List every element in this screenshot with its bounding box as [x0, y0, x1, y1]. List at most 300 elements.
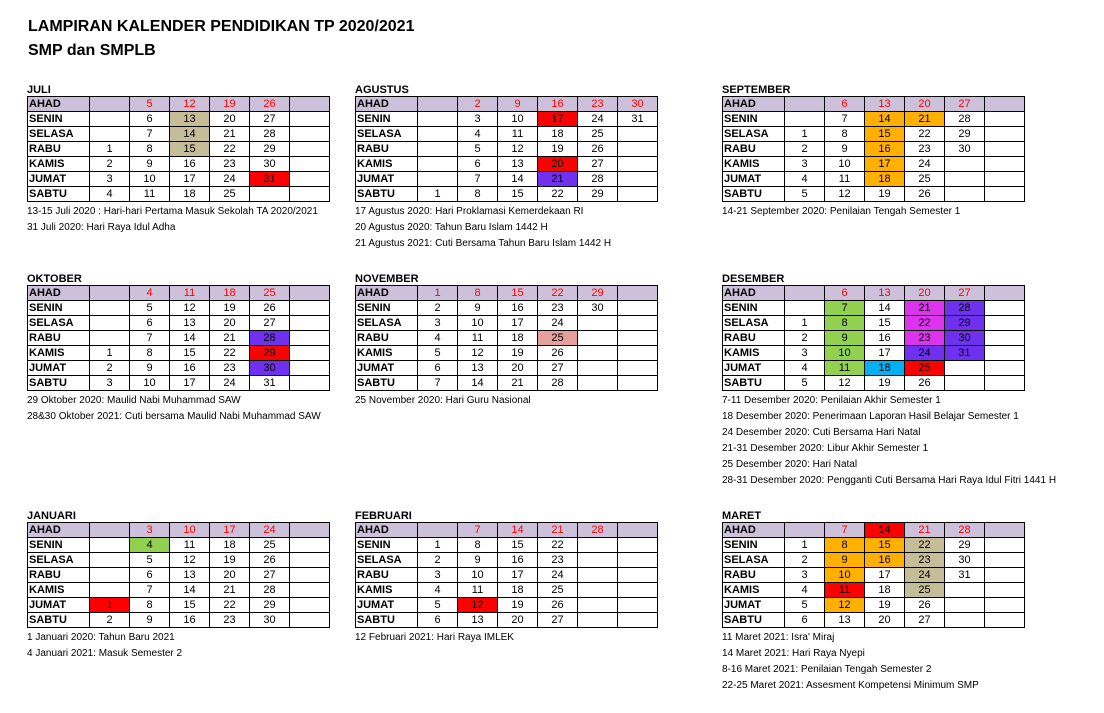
- date-cell: 21: [538, 172, 578, 187]
- date-cell: 24: [538, 316, 578, 331]
- date-cell: 24: [578, 112, 618, 127]
- month-agustus: [355, 84, 685, 252]
- date-cell: 7: [418, 376, 458, 391]
- calendar-row: [723, 553, 1025, 568]
- date-cell: 26: [538, 598, 578, 613]
- date-cell: 18: [210, 286, 250, 301]
- date-cell: 27: [945, 97, 985, 112]
- weekday-label: AHAD: [723, 97, 785, 112]
- date-cell: 4: [785, 361, 825, 376]
- note-line: 18 Desember 2020: Penerimaan Laporan Hasil Belajar Semester 1: [722, 411, 1019, 422]
- date-cell: 19: [498, 598, 538, 613]
- calendar-row: [28, 97, 330, 112]
- date-cell: 7: [130, 331, 170, 346]
- date-cell: 8: [825, 127, 865, 142]
- date-cell: 24: [905, 157, 945, 172]
- date-cell: 1: [785, 538, 825, 553]
- date-cell: 5: [785, 598, 825, 613]
- date-cell: [290, 583, 330, 598]
- month-name: MARET: [722, 510, 762, 522]
- month-november: [355, 273, 685, 409]
- calendar-row: [28, 187, 330, 202]
- date-cell: 15: [498, 187, 538, 202]
- date-cell: 10: [825, 157, 865, 172]
- weekday-label: KAMIS: [723, 583, 785, 598]
- date-cell: 5: [130, 553, 170, 568]
- note-line: 14-21 September 2020: Penilaian Tengah Semester 1: [722, 206, 961, 217]
- weekday-label: KAMIS: [356, 157, 418, 172]
- date-cell: 10: [498, 112, 538, 127]
- date-cell: 25: [210, 187, 250, 202]
- date-cell: 20: [905, 286, 945, 301]
- date-cell: 19: [210, 553, 250, 568]
- date-cell: [985, 301, 1025, 316]
- date-cell: 22: [538, 286, 578, 301]
- date-cell: [290, 286, 330, 301]
- date-cell: 22: [210, 598, 250, 613]
- date-cell: 29: [250, 598, 290, 613]
- date-cell: [618, 568, 658, 583]
- weekday-label: SELASA: [28, 553, 90, 568]
- date-cell: 18: [498, 331, 538, 346]
- weekday-label: SABTU: [28, 613, 90, 628]
- date-cell: 21: [210, 331, 250, 346]
- weekday-label: RABU: [28, 142, 90, 157]
- date-cell: 26: [905, 598, 945, 613]
- date-cell: 16: [865, 553, 905, 568]
- month-notes: [27, 393, 357, 425]
- calendar-row: [723, 316, 1025, 331]
- date-cell: 1: [90, 346, 130, 361]
- date-cell: [578, 538, 618, 553]
- weekday-label: SELASA: [356, 553, 418, 568]
- calendar-row: [28, 286, 330, 301]
- date-cell: 17: [865, 568, 905, 583]
- date-cell: [290, 361, 330, 376]
- calendar-row: [723, 376, 1025, 391]
- weekday-label: RABU: [356, 568, 418, 583]
- weekday-label: KAMIS: [28, 346, 90, 361]
- date-cell: 29: [945, 538, 985, 553]
- date-cell: 8: [825, 316, 865, 331]
- date-cell: 20: [905, 97, 945, 112]
- date-cell: 22: [538, 538, 578, 553]
- date-cell: 15: [170, 142, 210, 157]
- calendar-table: [355, 96, 658, 202]
- date-cell: 15: [865, 127, 905, 142]
- date-cell: 6: [130, 568, 170, 583]
- calendar-row: [356, 553, 658, 568]
- calendar-row: [28, 301, 330, 316]
- calendar-row: [28, 613, 330, 628]
- date-cell: 10: [170, 523, 210, 538]
- date-cell: [985, 172, 1025, 187]
- weekday-label: JUMAT: [28, 361, 90, 376]
- date-cell: 17: [170, 172, 210, 187]
- calendar-row: [356, 286, 658, 301]
- date-cell: [90, 568, 130, 583]
- date-cell: 19: [865, 376, 905, 391]
- date-cell: 14: [498, 172, 538, 187]
- date-cell: [618, 142, 658, 157]
- date-cell: 12: [170, 553, 210, 568]
- weekday-label: KAMIS: [28, 157, 90, 172]
- calendar-row: [723, 568, 1025, 583]
- date-cell: 25: [905, 361, 945, 376]
- date-cell: 14: [170, 583, 210, 598]
- note-line: 20 Agustus 2020: Tahun Baru Islam 1442 H: [355, 222, 548, 233]
- date-cell: [985, 376, 1025, 391]
- date-cell: 11: [498, 127, 538, 142]
- date-cell: 16: [170, 361, 210, 376]
- note-line: 4 Januari 2021: Masuk Semester 2: [27, 648, 183, 659]
- date-cell: 21: [210, 583, 250, 598]
- date-cell: 10: [130, 376, 170, 391]
- date-cell: 12: [825, 187, 865, 202]
- date-cell: [290, 172, 330, 187]
- date-cell: 21: [905, 112, 945, 127]
- date-cell: 1: [418, 187, 458, 202]
- calendar-table: [355, 522, 658, 628]
- date-cell: 2: [458, 97, 498, 112]
- date-cell: 29: [578, 187, 618, 202]
- date-cell: 16: [865, 331, 905, 346]
- month-juli: [27, 84, 357, 236]
- date-cell: 30: [578, 301, 618, 316]
- date-cell: 1: [90, 142, 130, 157]
- date-cell: 30: [250, 613, 290, 628]
- date-cell: 4: [130, 286, 170, 301]
- date-cell: 7: [130, 583, 170, 598]
- date-cell: [785, 301, 825, 316]
- calendar-row: [723, 142, 1025, 157]
- weekday-label: AHAD: [723, 286, 785, 301]
- calendar-row: [28, 142, 330, 157]
- date-cell: [945, 598, 985, 613]
- weekday-label: KAMIS: [28, 583, 90, 598]
- date-cell: 28: [250, 583, 290, 598]
- date-cell: 14: [458, 376, 498, 391]
- date-cell: [578, 598, 618, 613]
- date-cell: [618, 376, 658, 391]
- date-cell: 24: [210, 172, 250, 187]
- note-line: 31 Juli 2020: Hari Raya Idul Adha: [27, 222, 176, 233]
- weekday-label: SELASA: [28, 316, 90, 331]
- date-cell: [578, 568, 618, 583]
- date-cell: [618, 523, 658, 538]
- date-cell: 28: [250, 331, 290, 346]
- date-cell: [578, 376, 618, 391]
- note-line: 7-11 Desember 2020: Penilaian Akhir Semester 1: [722, 395, 941, 406]
- weekday-label: SENIN: [723, 112, 785, 127]
- weekday-label: SELASA: [723, 553, 785, 568]
- date-cell: 2: [90, 361, 130, 376]
- date-cell: [945, 583, 985, 598]
- date-cell: [418, 142, 458, 157]
- date-cell: 23: [905, 553, 945, 568]
- date-cell: 6: [785, 613, 825, 628]
- date-cell: 16: [170, 157, 210, 172]
- month-januari: [27, 510, 357, 662]
- date-cell: 14: [170, 331, 210, 346]
- date-cell: 25: [250, 286, 290, 301]
- calendar-row: [356, 127, 658, 142]
- date-cell: 13: [825, 613, 865, 628]
- date-cell: 23: [905, 142, 945, 157]
- date-cell: 16: [170, 613, 210, 628]
- date-cell: 28: [578, 523, 618, 538]
- date-cell: 17: [498, 568, 538, 583]
- date-cell: 30: [618, 97, 658, 112]
- date-cell: [578, 553, 618, 568]
- date-cell: [290, 301, 330, 316]
- date-cell: 24: [538, 568, 578, 583]
- note-line: 13-15 Juli 2020 : Hari-hari Pertama Masuk Sekolah TA 2020/2021: [27, 206, 318, 217]
- note-line: 24 Desember 2020: Cuti Bersama Hari Natal: [722, 427, 921, 438]
- note-line: 29 Oktober 2020: Maulid Nabi Muhammad SAW: [27, 395, 241, 406]
- date-cell: 8: [458, 187, 498, 202]
- date-cell: 22: [210, 346, 250, 361]
- date-cell: 20: [498, 613, 538, 628]
- date-cell: 6: [418, 361, 458, 376]
- calendar-row: [28, 127, 330, 142]
- month-notes: [722, 393, 1057, 489]
- date-cell: [290, 346, 330, 361]
- weekday-label: AHAD: [723, 523, 785, 538]
- date-cell: 23: [210, 613, 250, 628]
- date-cell: [290, 553, 330, 568]
- date-cell: [618, 538, 658, 553]
- date-cell: 19: [498, 346, 538, 361]
- date-cell: 10: [458, 316, 498, 331]
- date-cell: 7: [458, 172, 498, 187]
- weekday-label: JUMAT: [723, 361, 785, 376]
- weekday-label: KAMIS: [723, 346, 785, 361]
- date-cell: 12: [170, 301, 210, 316]
- weekday-label: AHAD: [356, 97, 418, 112]
- calendar-row: [356, 613, 658, 628]
- date-cell: 23: [210, 157, 250, 172]
- date-cell: 25: [538, 583, 578, 598]
- note-line: 25 Desember 2020: Hari Natal: [722, 459, 858, 470]
- weekday-label: SENIN: [356, 301, 418, 316]
- date-cell: 5: [785, 187, 825, 202]
- date-cell: [90, 538, 130, 553]
- calendar-row: [28, 553, 330, 568]
- date-cell: 24: [210, 376, 250, 391]
- date-cell: 11: [458, 331, 498, 346]
- date-cell: [945, 187, 985, 202]
- date-cell: [90, 553, 130, 568]
- date-cell: [618, 553, 658, 568]
- calendar-row: [723, 97, 1025, 112]
- date-cell: 2: [418, 301, 458, 316]
- month-notes: [722, 630, 1052, 694]
- date-cell: 3: [458, 112, 498, 127]
- date-cell: 6: [130, 316, 170, 331]
- date-cell: [250, 187, 290, 202]
- date-cell: 5: [785, 376, 825, 391]
- date-cell: 28: [945, 301, 985, 316]
- date-cell: 21: [905, 301, 945, 316]
- date-cell: 11: [170, 538, 210, 553]
- date-cell: [985, 553, 1025, 568]
- date-cell: [985, 316, 1025, 331]
- date-cell: 18: [865, 583, 905, 598]
- date-cell: [90, 97, 130, 112]
- date-cell: 9: [130, 157, 170, 172]
- date-cell: [290, 523, 330, 538]
- date-cell: [418, 157, 458, 172]
- date-cell: 25: [578, 127, 618, 142]
- date-cell: [290, 568, 330, 583]
- date-cell: 17: [538, 112, 578, 127]
- calendar-row: [356, 97, 658, 112]
- note-line: 22-25 Maret 2021: Assesment Kompetensi Minimum SMP: [722, 680, 979, 691]
- date-cell: 30: [250, 361, 290, 376]
- date-cell: 27: [538, 361, 578, 376]
- date-cell: [985, 583, 1025, 598]
- calendar-row: [28, 112, 330, 127]
- date-cell: 8: [130, 142, 170, 157]
- date-cell: 7: [825, 523, 865, 538]
- date-cell: 26: [250, 553, 290, 568]
- weekday-label: RABU: [28, 331, 90, 346]
- calendar-table: [355, 285, 658, 391]
- date-cell: 28: [250, 127, 290, 142]
- weekday-label: SABTU: [723, 187, 785, 202]
- date-cell: [985, 157, 1025, 172]
- date-cell: 12: [498, 142, 538, 157]
- date-cell: 25: [538, 331, 578, 346]
- date-cell: 24: [905, 346, 945, 361]
- weekday-label: SENIN: [28, 538, 90, 553]
- date-cell: 10: [825, 568, 865, 583]
- month-name: DESEMBER: [722, 273, 785, 285]
- calendar-row: [723, 127, 1025, 142]
- date-cell: [290, 613, 330, 628]
- date-cell: 13: [170, 112, 210, 127]
- date-cell: 1: [785, 316, 825, 331]
- date-cell: 28: [945, 523, 985, 538]
- date-cell: 4: [458, 127, 498, 142]
- date-cell: 17: [865, 157, 905, 172]
- date-cell: [90, 316, 130, 331]
- date-cell: 31: [945, 346, 985, 361]
- date-cell: 3: [90, 172, 130, 187]
- date-cell: 31: [250, 172, 290, 187]
- date-cell: 27: [945, 286, 985, 301]
- calendar-table: [27, 96, 330, 202]
- date-cell: 19: [210, 301, 250, 316]
- weekday-label: SABTU: [723, 376, 785, 391]
- weekday-label: JUMAT: [356, 598, 418, 613]
- date-cell: 20: [865, 613, 905, 628]
- date-cell: 18: [538, 127, 578, 142]
- date-cell: [578, 613, 618, 628]
- calendar-row: [356, 598, 658, 613]
- month-name: AGUSTUS: [355, 84, 409, 96]
- date-cell: 29: [945, 316, 985, 331]
- date-cell: 2: [418, 553, 458, 568]
- date-cell: [290, 538, 330, 553]
- date-cell: 20: [210, 316, 250, 331]
- date-cell: 14: [170, 127, 210, 142]
- date-cell: 15: [170, 598, 210, 613]
- date-cell: 8: [458, 538, 498, 553]
- date-cell: 15: [865, 316, 905, 331]
- calendar-row: [723, 331, 1025, 346]
- date-cell: 29: [945, 127, 985, 142]
- calendar-row: [28, 331, 330, 346]
- date-cell: [90, 583, 130, 598]
- weekday-label: JUMAT: [723, 598, 785, 613]
- calendar-row: [723, 346, 1025, 361]
- date-cell: [985, 331, 1025, 346]
- note-line: 25 November 2020: Hari Guru Nasional: [355, 395, 531, 406]
- date-cell: [290, 187, 330, 202]
- date-cell: 5: [418, 346, 458, 361]
- weekday-label: SELASA: [356, 127, 418, 142]
- date-cell: 13: [865, 97, 905, 112]
- date-cell: 1: [418, 538, 458, 553]
- date-cell: 26: [538, 346, 578, 361]
- date-cell: 14: [865, 112, 905, 127]
- date-cell: [618, 316, 658, 331]
- weekday-label: SELASA: [723, 127, 785, 142]
- calendar-table: [722, 285, 1025, 391]
- calendar-table: [722, 96, 1025, 202]
- calendar-row: [723, 598, 1025, 613]
- date-cell: 24: [905, 568, 945, 583]
- date-cell: 14: [498, 523, 538, 538]
- month-name: SEPTEMBER: [722, 84, 791, 96]
- date-cell: [578, 331, 618, 346]
- calendar-row: [723, 583, 1025, 598]
- note-line: 12 Februari 2021: Hari Raya IMLEK: [355, 632, 514, 643]
- calendar-row: [356, 301, 658, 316]
- month-notes: [355, 393, 685, 409]
- month-desember: [722, 273, 1057, 489]
- month-maret: [722, 510, 1052, 694]
- date-cell: 2: [785, 553, 825, 568]
- weekday-label: JUMAT: [723, 172, 785, 187]
- date-cell: 7: [825, 112, 865, 127]
- date-cell: [985, 112, 1025, 127]
- date-cell: 30: [945, 142, 985, 157]
- date-cell: 5: [458, 142, 498, 157]
- date-cell: [785, 523, 825, 538]
- date-cell: 1: [90, 598, 130, 613]
- date-cell: 7: [458, 523, 498, 538]
- date-cell: 19: [210, 97, 250, 112]
- calendar-row: [356, 172, 658, 187]
- date-cell: [985, 538, 1025, 553]
- date-cell: 12: [825, 598, 865, 613]
- weekday-label: JUMAT: [356, 361, 418, 376]
- date-cell: [618, 187, 658, 202]
- date-cell: 13: [498, 157, 538, 172]
- date-cell: 9: [130, 361, 170, 376]
- date-cell: 18: [865, 172, 905, 187]
- date-cell: 13: [170, 568, 210, 583]
- date-cell: 4: [130, 538, 170, 553]
- date-cell: 2: [90, 157, 130, 172]
- date-cell: 8: [130, 598, 170, 613]
- date-cell: 16: [865, 142, 905, 157]
- date-cell: 2: [90, 613, 130, 628]
- month-notes: [27, 204, 357, 236]
